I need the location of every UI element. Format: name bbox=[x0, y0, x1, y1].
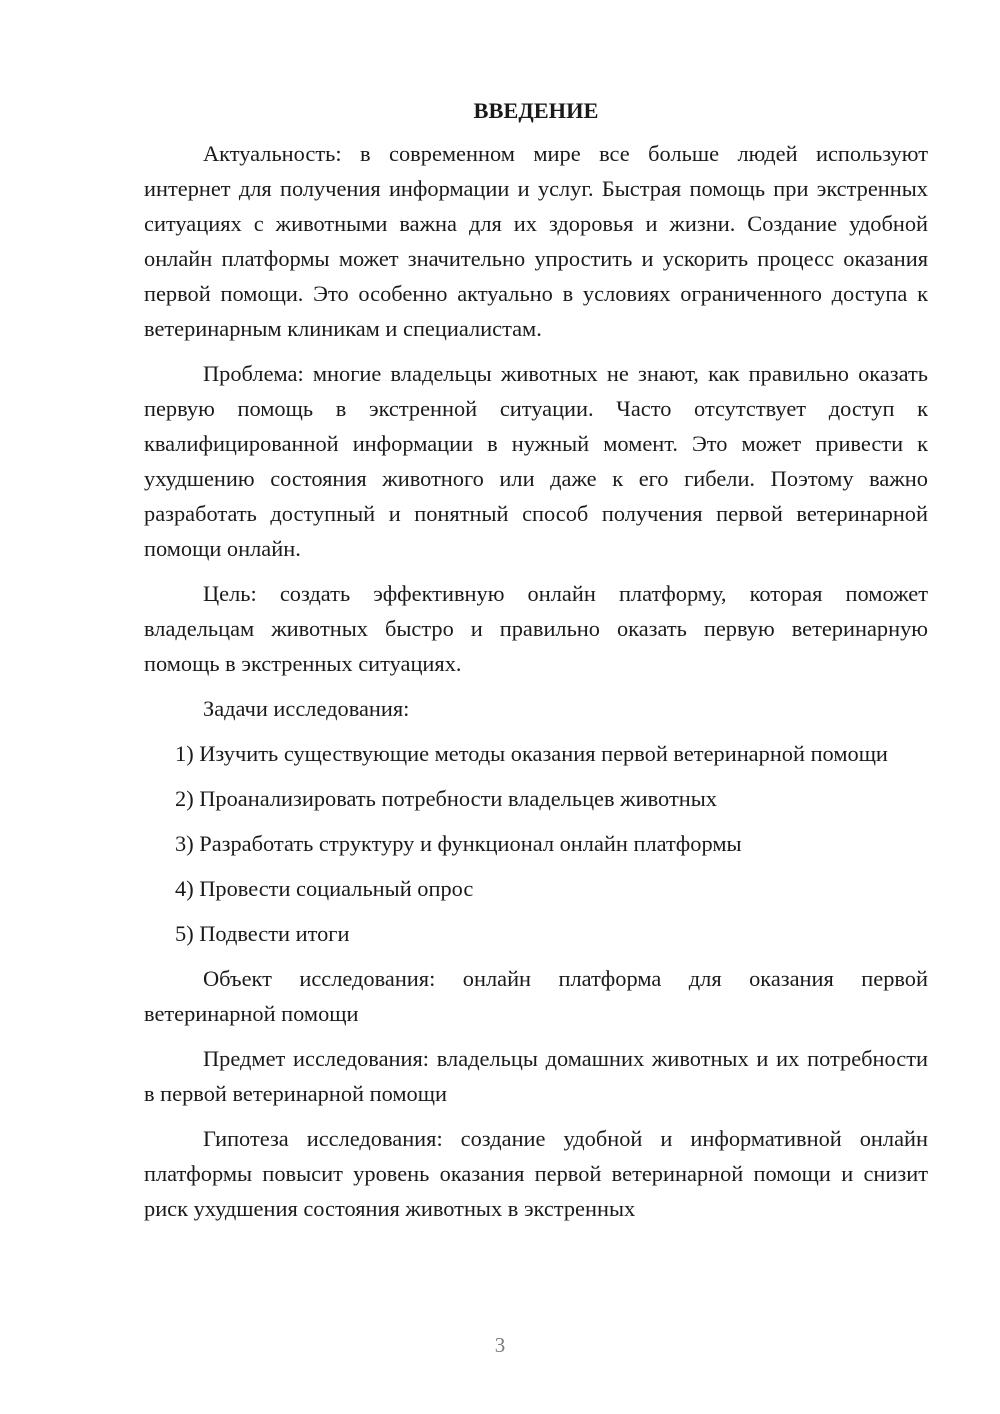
problem-paragraph: Проблема: многие владельцы животных не знают, как правильно оказать первую помощь в экстренной ситуации. Часто отсутствует доступ к квалифицированной информации в нужный момент. Это может привести к ухудшению состояния животного или даже к его гибели. Поэтому важно разработать доступный и понятный способ получения первой ветеринарной помощи онлайн. bbox=[144, 361, 928, 561]
object-paragraph: Объект исследования: онлайн платформа для оказания первой ветеринарной помощи bbox=[144, 966, 928, 1026]
task-item: 4) Провести социальный опрос bbox=[175, 876, 474, 901]
subject-paragraph: Предмет исследования: владельцы домашних животных и их потребности в первой ветеринарной помощи bbox=[144, 1046, 928, 1106]
tasks-title: Задачи исследования: bbox=[203, 696, 410, 721]
hypothesis-paragraph: Гипотеза исследования: создание удобной и информативной онлайн платформы повысит уровень оказания первой ветеринарной помощи и снизит риск ухудшения состояния животных в экстренных bbox=[144, 1126, 928, 1221]
document-page bbox=[144, 96, 928, 1226]
task-item: 3) Разработать структуру и функционал онлайн платформы bbox=[175, 831, 742, 856]
relevance-paragraph: Актуальность: в современном мире все больше людей используют интернет для получения информации и услуг. Быстрая помощь при экстренных ситуациях с животными важна для их здоровья и жизни. Создание удобной онлайн платформы может значительно упростить и ускорить процесс оказания первой помощи. Это особенно актуально в условиях ограниченного доступа к ветеринарным клиникам и специалистам. bbox=[144, 141, 928, 341]
page-number: 3 bbox=[494, 1333, 506, 1357]
section-heading: ВВЕДЕНИЕ bbox=[473, 98, 599, 123]
goal-paragraph: Цель: создать эффективную онлайн платформу, которая поможет владельцам животных быстро и правильно оказать первую ветеринарную помощь в экстренных ситуациях. bbox=[144, 581, 928, 676]
task-item: 5) Подвести итоги bbox=[175, 921, 350, 946]
tasks-list bbox=[144, 736, 928, 951]
task-item: 2) Проанализировать потребности владельцев животных bbox=[175, 786, 717, 811]
task-item: 1) Изучить существующие методы оказания первой ветеринарной помощи bbox=[175, 741, 888, 766]
